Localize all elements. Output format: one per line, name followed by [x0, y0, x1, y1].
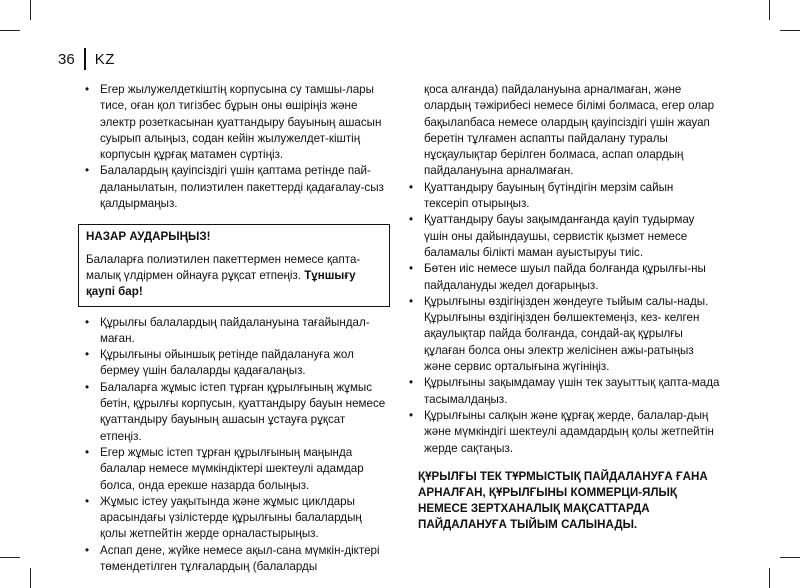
list-item: • Балаларға жұмыс істеп тұрған құрылғының жұмыс бетін, құрылғы корпусын, қуаттандыру бауын немесе қуаттандыру бауының ашасын ұстауға рұқсат етпеңіз.: [78, 380, 390, 445]
crop-mark-top-left-h: [0, 30, 20, 31]
language-code: KZ: [94, 50, 115, 68]
warning-box: [78, 224, 390, 306]
warning-text: [86, 252, 382, 301]
list-item: • Егер жұмыс істеп тұрған құрылғының маңында балалар немесе мүмкіндіктері шектеулі адамдар болса, онда ерекше назарда болыңыз.: [78, 445, 390, 494]
list-item: • Құрылғыны зақымдамау үшін тек зауыттық қапта-мада тасымалдаңыз.: [402, 375, 720, 408]
page-header: [58, 47, 115, 71]
crop-mark-bottom-right-v: [769, 568, 770, 588]
list-item: • Жұмыс істеу уақытында және жұмыс циклдары арасындағы үзілістерде құрылғыны балалардың қолы жетпейтін жерде орналастырыңыз.: [78, 494, 390, 543]
crop-mark-top-right-h: [780, 30, 800, 31]
crop-mark-bottom-left-h: [0, 557, 20, 558]
warning-emphasis: Тұншығу қаупі бар!: [86, 268, 356, 299]
list-item: • Құрылғыны салқын және құрғақ жерде, балалар-дың және мүмкіндігі шектеулі адамдардың қолы жетпейтін жерде сақтаңыз.: [402, 408, 720, 457]
safety-list-top: [78, 82, 390, 212]
list-item: • Құрылғы балалардың пайдалануына тағайындал-маған.: [78, 315, 390, 348]
warning-body: Балаларға полиэтилен пакеттермен немесе қапта-малық үлдірмен ойнауға рұқсат етпеңіз.: [86, 252, 361, 282]
right-column: [402, 82, 720, 534]
left-column: [78, 82, 390, 575]
safety-list-bottom: [78, 315, 390, 576]
warning-title: НАЗАР АУДАРЫҢЫЗ!: [86, 230, 211, 244]
crop-mark-bottom-right-h: [780, 557, 800, 558]
list-item: • Бөтен иіс немесе шуыл пайда болғанда құрылғы-ны пайдалануды жедел доғарыңыз.: [402, 261, 720, 294]
crop-mark-top-left-v: [30, 0, 31, 20]
list-item: • Қуаттандыру бауының бүтіндігін мерзім сайын тексеріп отырыңыз.: [402, 180, 720, 213]
safety-list-right: [402, 180, 720, 457]
list-item: • Құрылғыны өздігіңізден жөндеуге тыйым салы-нады. Құрылғыны өздігіңізден бөлшектемеңіз, кез- келген ақаулықтар пайда болғанда, сондай-ақ құрылғы құлаған болса оны электр желісінен ажы-ратыңыз және сервис орталығына жүгініңіз.: [402, 294, 720, 375]
list-item: • Аспап дене, жүйке немесе ақыл-сана мүмкін-діктері төмендетілген тұлғалардың (балаларды: [78, 543, 390, 576]
usage-restriction-note: ҚҰРЫЛҒЫ ТЕК ТҰРМЫСТЫҚ ПАЙДАЛАНУҒА ҒАНА АРНАЛҒАН, ҚҰРЫЛҒЫНЫ КОММЕРЦИ-ЯЛЫҚ НЕМЕСЕ ЗЕРТХАНАЛЫҚ МАҚСАТТАРДА ПАЙДАЛАНУҒА ТЫЙЫМ САЛЫНАДЫ.: [418, 469, 708, 532]
header-divider: [84, 48, 86, 70]
crop-mark-bottom-left-v: [30, 568, 31, 588]
page-number: 36: [58, 50, 75, 68]
list-item: • Қуаттандыру бауы зақымданғанда қауіп тудырмау үшін оны дайындаушы, сервистік қызмет немесе баламалы білікті маман ауыстыруы тиіс.: [402, 212, 720, 261]
list-item: • Балалардың қауіпсіздігі үшін қаптама ретінде пай-даланылатын, полиэтилен пакеттерді қадағалау-сыз қалдырмаңыз.: [78, 163, 390, 212]
list-item: • Құрылғыны ойыншық ретінде пайдалануға жол бермеу үшін балаларды қадағалаңыз.: [78, 347, 390, 380]
crop-mark-top-right-v: [769, 0, 770, 20]
continuation-text: қоса алғанда) пайдалануына арналмаған, және олардың тәжірибесі немесе білімі болмаса, егер олар бақылanбаса немесе олардың қауіпсіздігі үшін жауап беретін тұлғамен аспапты пайдалану туралы нұсқаулықтар берілген болмаса, аспап олардың пайдалануына арналмаған.: [424, 83, 715, 178]
list-item: • Егер жылужелдеткіштің корпусына су тамшы-лары тисе, оған қол тигізбес бұрын оны өшіріңіз және электр розеткасынан қуаттандыру бауының ашасын суырып алыңыз, содан кейін жылужелдет-кіштің корпусын құрғақ матамен сүртіңіз.: [78, 82, 390, 163]
